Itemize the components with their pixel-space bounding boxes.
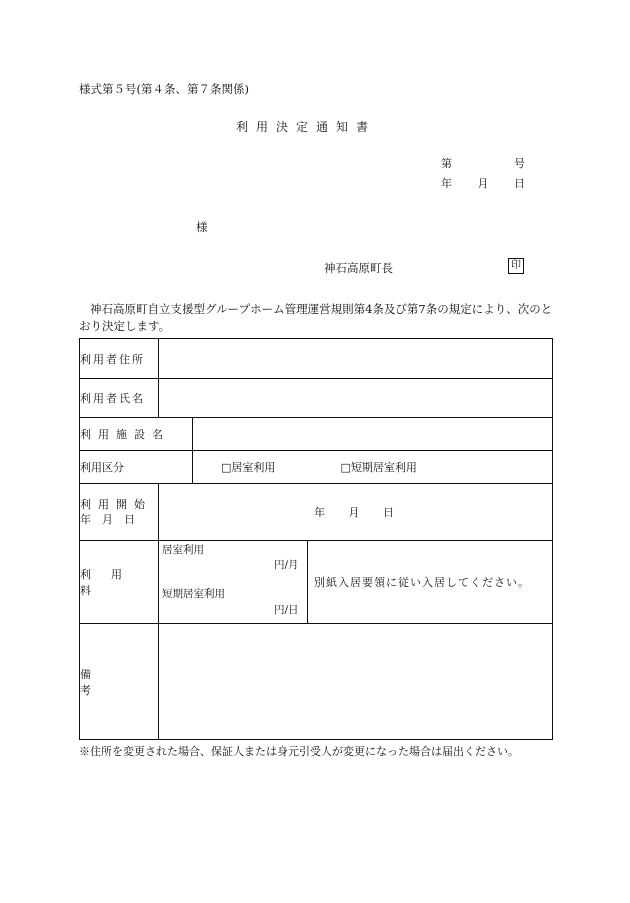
fee-note: 別紙入居要領に従い入居してください。: [308, 541, 553, 624]
issue-date-month: 月: [477, 177, 489, 190]
category-options: [193, 451, 553, 484]
decision-table: [79, 338, 553, 740]
start-date-month: 月: [348, 506, 360, 519]
start-date-label-line1: 利用開始: [80, 498, 152, 511]
table-row: [80, 484, 553, 541]
user-name-value: [159, 379, 553, 418]
start-date-label-line2: 年 月 日: [80, 513, 135, 526]
table-row: [80, 541, 553, 624]
fee-amounts: [159, 541, 308, 624]
issue-date-year: 年: [441, 177, 452, 190]
category-label-cell: [80, 451, 193, 484]
fee-short-unit: 円/日: [274, 604, 299, 616]
fee-label-text: 利用料: [80, 568, 142, 597]
table-row: [80, 418, 553, 451]
form-label: 様式第５号(第４条、第７条関係): [79, 82, 249, 96]
document-number: [441, 155, 525, 171]
table-row: [80, 379, 553, 418]
document-title: 利用決定通知書: [236, 120, 377, 134]
document-number-suffix: 号: [514, 157, 525, 170]
option-short-checkbox[interactable]: □短期居室利用: [340, 461, 417, 474]
user-name-label: 利用者氏名: [80, 379, 159, 418]
user-address-label: 利用者住所: [80, 339, 159, 379]
fee-room-unit: 円/月: [274, 559, 299, 571]
fee-room-label: 居室利用: [162, 544, 204, 556]
body-text: 神石高原町自立支援型グループホーム管理運営規則第4条及び第7条の規定により、次のとおり決定します。: [79, 302, 553, 333]
addressee-suffix: 様: [196, 220, 208, 234]
option-room-checkbox[interactable]: □居室利用: [221, 461, 276, 474]
fee-short-label: 短期居室利用: [162, 588, 225, 600]
issuer-name: 神石高原町長: [324, 261, 393, 275]
document-number-prefix: 第: [441, 157, 452, 170]
category-label: 利用区分: [80, 461, 124, 474]
start-date-value: [159, 484, 553, 541]
footnote: ※住所を変更された場合、保証人または身元引受人が変更になった場合は届出ください。: [79, 745, 519, 758]
issue-date-day: 日: [514, 177, 525, 190]
remarks-label-cell: [80, 624, 159, 740]
facility-name-value: [193, 418, 553, 451]
remarks-label: 備考: [80, 667, 135, 697]
start-date-day: 日: [383, 506, 394, 519]
table-row: [80, 451, 553, 484]
table-row: [80, 624, 553, 740]
fee-label: [80, 541, 159, 624]
remarks-value: [159, 624, 553, 740]
facility-name-label: 利用施設名: [80, 418, 193, 451]
table-row: [80, 339, 553, 379]
start-date-label: [80, 484, 159, 541]
issue-date: [441, 175, 525, 191]
seal-box: 印: [508, 258, 524, 274]
user-address-value: [159, 339, 553, 379]
start-date-year: 年: [314, 506, 325, 519]
